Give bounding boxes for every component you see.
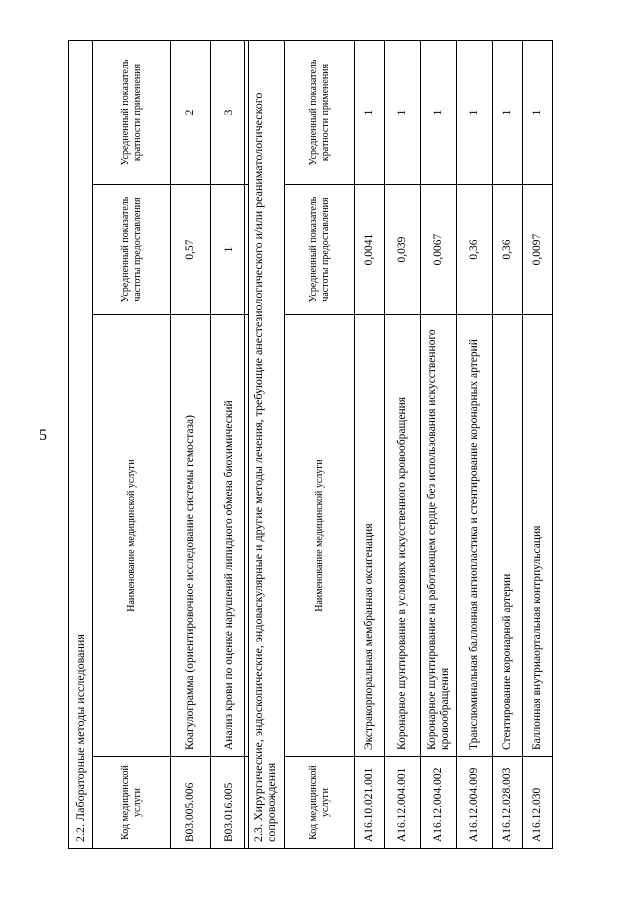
column-header-code: Код медицинской услуги <box>93 757 171 849</box>
table-row <box>421 40 457 848</box>
service-name: Транслюминальная баллонная ангиопластика и стентирование коронарных артерий <box>457 315 493 757</box>
column-header-code: Код медицинской услуги <box>285 757 355 849</box>
table-row <box>211 40 249 848</box>
frequency-value: 0,0067 <box>421 185 457 315</box>
multiplicity-value: 1 <box>457 40 493 184</box>
multiplicity-value: 2 <box>171 40 211 184</box>
frequency-value: 1 <box>211 185 249 315</box>
table-laboratory-methods <box>68 40 249 849</box>
service-code: A16.12.004.009 <box>457 757 493 849</box>
frequency-value: 0,039 <box>385 185 421 315</box>
column-header-frequency: Усредненный показатель частоты предоставления <box>93 185 171 315</box>
multiplicity-value: 1 <box>355 40 385 184</box>
column-header-multiplicity: Усредненный показатель кратности применения <box>285 40 355 184</box>
service-code: A16.12.028.003 <box>493 757 523 849</box>
frequency-value: 0,0041 <box>355 185 385 315</box>
table-row <box>355 40 385 848</box>
service-code: B03.005.006 <box>171 757 211 849</box>
table-row <box>457 40 493 848</box>
table-surgical-methods <box>244 40 553 849</box>
multiplicity-value: 1 <box>421 40 457 184</box>
column-header-name: Наименование медицинской услуги <box>93 315 171 757</box>
service-code: A16.10.021.001 <box>355 757 385 849</box>
multiplicity-value: 1 <box>385 40 421 184</box>
column-header-name: Наименование медицинской услуги <box>285 315 355 757</box>
service-name: Коагулограмма (ориентировочное исследование системы гемостаза) <box>171 315 211 757</box>
frequency-value: 0,57 <box>171 185 211 315</box>
service-name: Коронарное шунтирование в условиях искусственного кровообращения <box>385 315 421 757</box>
multiplicity-value: 3 <box>211 40 249 184</box>
service-code: A16.12.030 <box>523 757 553 849</box>
table-row <box>385 40 421 848</box>
service-code: B03.016.005 <box>211 757 249 849</box>
service-code: A16.12.004.001 <box>385 757 421 849</box>
multiplicity-value: 1 <box>493 40 523 184</box>
frequency-value: 0,36 <box>457 185 493 315</box>
service-name: Анализ крови по оценке нарушений липидного обмена биохимический <box>211 315 249 757</box>
table-row <box>171 40 211 848</box>
service-name: Баллонная внутриаортальная контрпульсация <box>523 315 553 757</box>
column-header-frequency: Усредненный показатель частоты предоставления <box>285 185 355 315</box>
section-title: 2.2. Лабораторные методы исследования <box>69 40 93 848</box>
service-name: Коронарное шунтирование на работающем сердце без использования искусственного кровообращения <box>421 315 457 757</box>
service-name: Стентирование коронарной артерии <box>493 315 523 757</box>
table-row <box>523 40 553 848</box>
section-title: 2.3. Хирургические, эндоскопические, эндоваскулярные и другие методы лечения, требующие анестезиологического и/или реаниматологического сопровождения <box>245 40 285 848</box>
frequency-value: 0,0097 <box>523 185 553 315</box>
table-row <box>493 40 523 848</box>
multiplicity-value: 1 <box>523 40 553 184</box>
service-code: A16.12.004.002 <box>421 757 457 849</box>
service-name: Экстракорпоральная мембранная оксигенация <box>355 315 385 757</box>
page-number: 5 <box>39 427 47 444</box>
column-header-multiplicity: Усредненный показатель кратности применения <box>93 40 171 184</box>
frequency-value: 0,36 <box>493 185 523 315</box>
